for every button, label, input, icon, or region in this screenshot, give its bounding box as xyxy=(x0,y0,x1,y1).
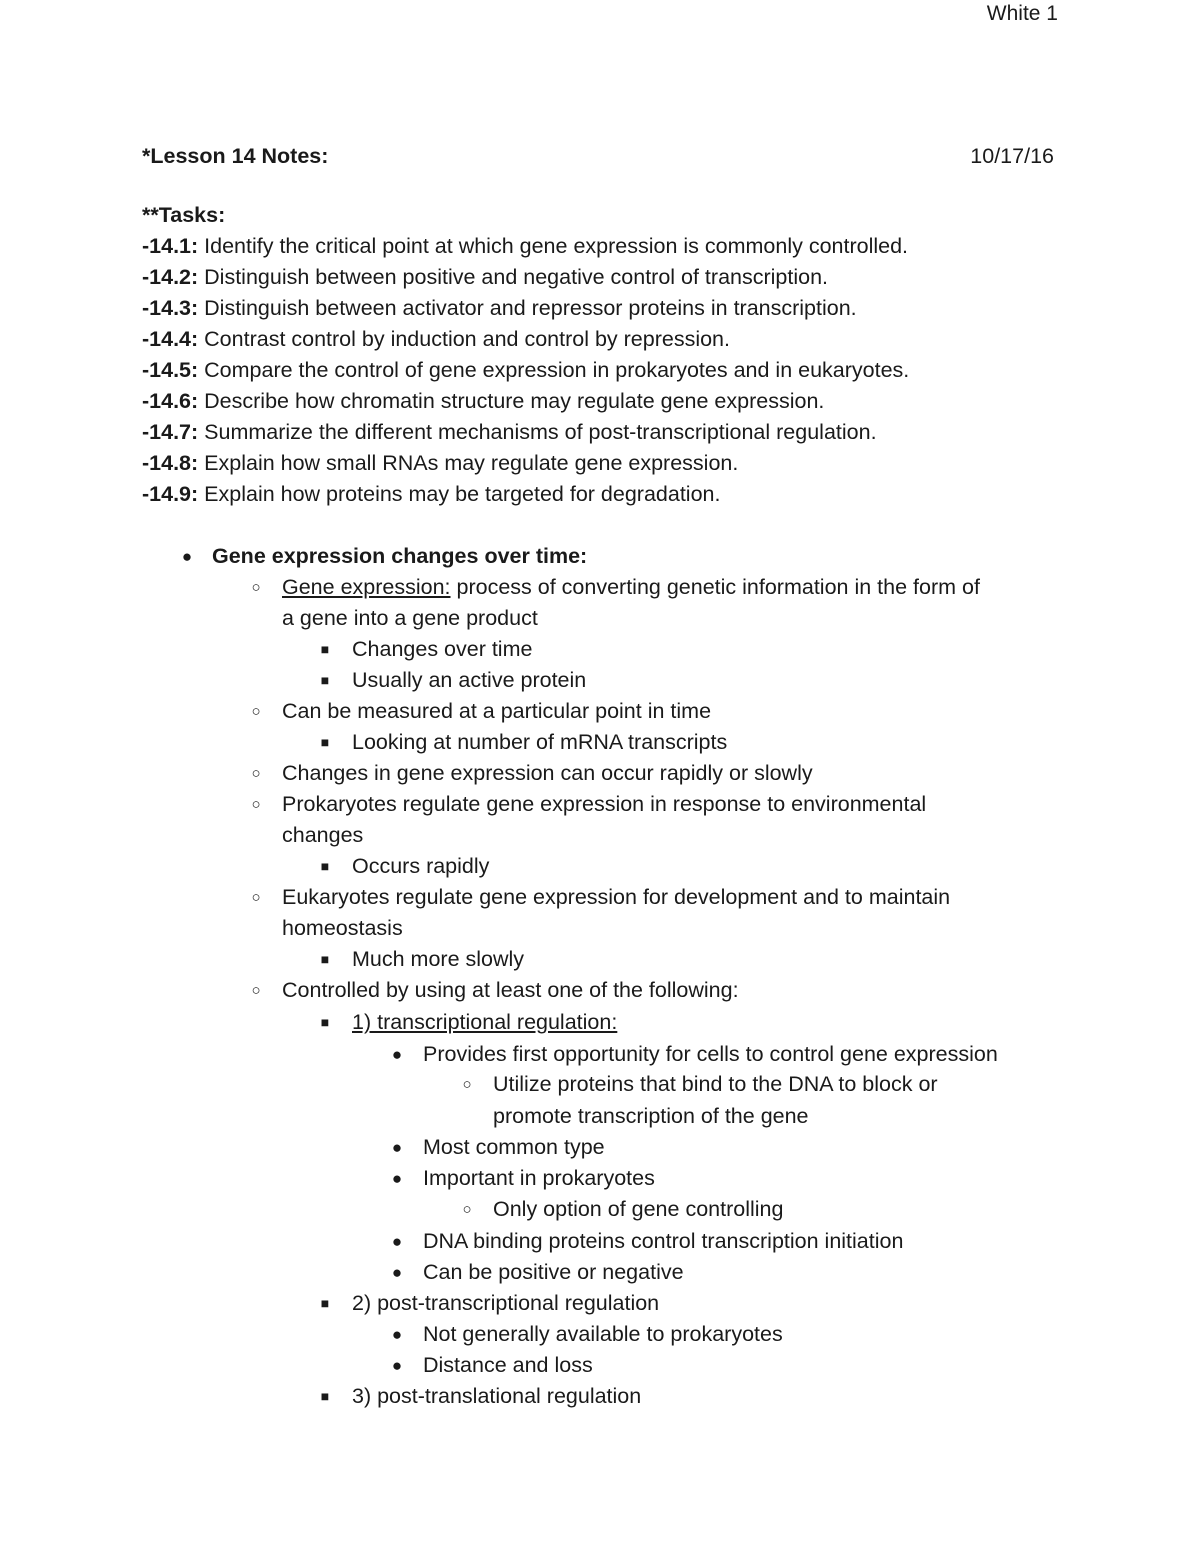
list-item-text: Can be measured at a particular point in time xyxy=(282,699,712,723)
square-bullet-icon: ■ xyxy=(320,1014,330,1030)
list-item-text: Changes in gene expression can occur rapidly or slowly xyxy=(282,761,813,785)
hollow-bullet-icon: ○ xyxy=(251,703,261,720)
list-item-text-continued: promote transcription of the gene xyxy=(493,1104,809,1128)
task-text: Explain how proteins may be targeted for degradation. xyxy=(204,482,721,506)
task-text: Summarize the different mechanisms of post-transcriptional regulation. xyxy=(204,420,877,444)
task-number: -14.6: xyxy=(142,389,199,413)
task-item xyxy=(142,231,1102,262)
list-item-text-continued: homeostasis xyxy=(282,916,403,940)
hollow-bullet-icon: ○ xyxy=(251,982,261,999)
hollow-bullet-icon: ○ xyxy=(462,1201,472,1218)
hollow-bullet-icon: ○ xyxy=(251,765,261,782)
list-item-text: Much more slowly xyxy=(352,947,525,971)
list-item-text: 3) post-translational regulation xyxy=(352,1384,642,1408)
task-number: -14.3: xyxy=(142,296,199,320)
task-number: -14.4: xyxy=(142,327,199,351)
list-item-text: 2) post-transcriptional regulation xyxy=(352,1291,660,1315)
task-number: -14.1: xyxy=(142,234,199,258)
filled-bullet-icon: ● xyxy=(181,547,193,566)
task-text: Explain how small RNAs may regulate gene expression. xyxy=(204,451,739,475)
list-item-text: Prokaryotes regulate gene expression in response to environmental xyxy=(282,792,927,816)
task-item xyxy=(142,448,1102,479)
filled-bullet-icon: ● xyxy=(391,1232,403,1251)
list-item-text: Utilize proteins that bind to the DNA to block or xyxy=(493,1072,938,1096)
tasks-section xyxy=(142,200,1102,510)
task-item xyxy=(142,262,1102,293)
list-item-text: DNA binding proteins control transcription initiation xyxy=(423,1229,904,1253)
task-item xyxy=(142,386,1102,417)
list-item-text: Provides first opportunity for cells to control gene expression xyxy=(423,1042,998,1066)
task-item xyxy=(142,293,1102,324)
list-item-text: Controlled by using at least one of the following: xyxy=(282,978,739,1002)
term-definition: process of converting genetic information in the form of xyxy=(456,575,980,599)
list-item-text: Occurs rapidly xyxy=(352,854,490,878)
task-item xyxy=(142,324,1102,355)
task-text: Identify the critical point at which gene expression is commonly controlled. xyxy=(204,234,909,258)
filled-bullet-icon: ● xyxy=(391,1045,403,1064)
list-item-text: Can be positive or negative xyxy=(423,1260,684,1284)
list-item-text-continued: changes xyxy=(282,823,364,847)
square-bullet-icon: ■ xyxy=(320,641,330,657)
term-definition-continued: a gene into a gene product xyxy=(282,606,538,630)
square-bullet-icon: ■ xyxy=(320,1388,330,1404)
task-text: Contrast control by induction and control by repression. xyxy=(204,327,730,351)
square-bullet-icon: ■ xyxy=(320,858,330,874)
list-item-text: Usually an active protein xyxy=(352,668,587,692)
list-item-text: Not generally available to prokaryotes xyxy=(423,1322,783,1346)
filled-bullet-icon: ● xyxy=(391,1169,403,1188)
task-number: -14.2: xyxy=(142,265,199,289)
task-text: Distinguish between positive and negative control of transcription. xyxy=(204,265,829,289)
hollow-bullet-icon: ○ xyxy=(462,1076,472,1093)
lesson-date: 10/17/16 xyxy=(970,144,1054,168)
filled-bullet-icon: ● xyxy=(391,1356,403,1375)
square-bullet-icon: ■ xyxy=(320,734,330,750)
list-item-text: Important in prokaryotes xyxy=(423,1166,655,1190)
task-text: Describe how chromatin structure may regulate gene expression. xyxy=(204,389,825,413)
list-item-text: Changes over time xyxy=(352,637,533,661)
square-bullet-icon: ■ xyxy=(320,1295,330,1311)
task-number: -14.8: xyxy=(142,451,199,475)
task-item xyxy=(142,479,1102,510)
filled-bullet-icon: ● xyxy=(391,1138,403,1157)
list-item-text: Only option of gene controlling xyxy=(493,1197,784,1221)
list-item-text: Looking at number of mRNA transcripts xyxy=(352,730,728,754)
section-heading: Gene expression changes over time: xyxy=(212,544,588,568)
hollow-bullet-icon: ○ xyxy=(251,796,261,813)
task-number: -14.9: xyxy=(142,482,199,506)
list-item-text: 1) transcriptional regulation: xyxy=(352,1010,618,1034)
hollow-bullet-icon: ○ xyxy=(251,889,261,906)
square-bullet-icon: ■ xyxy=(320,951,330,967)
filled-bullet-icon: ● xyxy=(391,1325,403,1344)
task-item xyxy=(142,417,1102,448)
lesson-title: *Lesson 14 Notes: xyxy=(142,144,329,168)
task-text: Distinguish between activator and repressor proteins in transcription. xyxy=(204,296,857,320)
term-label: Gene expression: xyxy=(282,575,451,599)
page-header: White 1 xyxy=(986,2,1058,25)
task-text: Compare the control of gene expression in prokaryotes and in eukaryotes. xyxy=(204,358,910,382)
task-number: -14.5: xyxy=(142,358,199,382)
hollow-bullet-icon: ○ xyxy=(251,579,261,596)
list-item-text: Most common type xyxy=(423,1135,605,1159)
square-bullet-icon: ■ xyxy=(320,672,330,688)
filled-bullet-icon: ● xyxy=(391,1263,403,1282)
task-item xyxy=(142,355,1102,386)
task-number: -14.7: xyxy=(142,420,199,444)
tasks-heading: **Tasks: xyxy=(142,203,226,227)
list-item-text: Eukaryotes regulate gene expression for development and to maintain xyxy=(282,885,951,909)
list-item-text: Distance and loss xyxy=(423,1353,593,1377)
